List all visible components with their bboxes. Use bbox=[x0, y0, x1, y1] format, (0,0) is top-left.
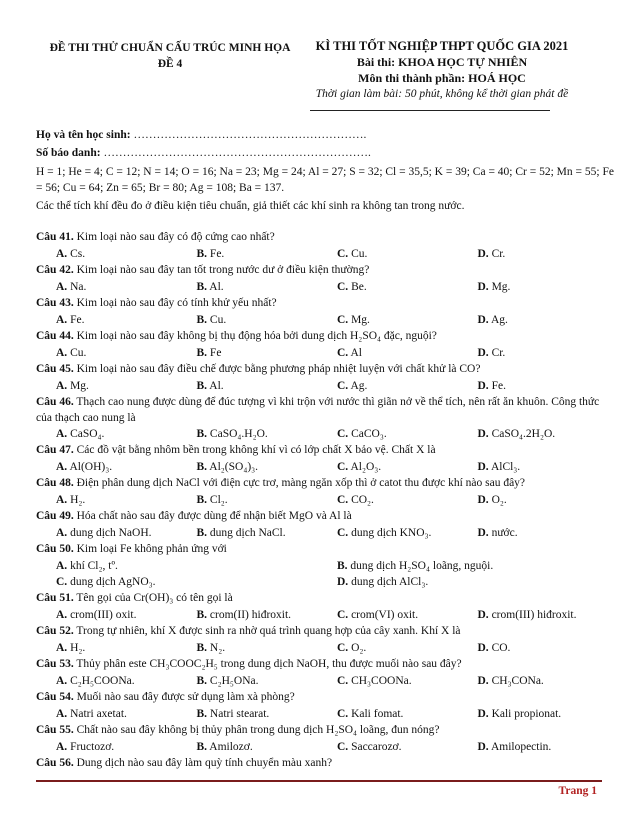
question-text: Kim loại nào sau đây có tính khử yếu nhất? bbox=[76, 297, 277, 309]
option-letter: D. bbox=[477, 281, 489, 293]
option-letter: C. bbox=[337, 527, 349, 539]
exam-series-title: ĐỀ THI THỬ CHUẨN CẤU TRÚC MINH HỌA bbox=[49, 42, 291, 54]
answer-options bbox=[36, 279, 618, 295]
answer-option[interactable] bbox=[478, 378, 619, 394]
option-letter: A. bbox=[56, 708, 68, 720]
answer-option[interactable] bbox=[56, 312, 197, 328]
answer-option[interactable] bbox=[56, 426, 197, 442]
question-text: Kim loại nào sau đây không bị thụ động hóa bởi dung dịch H₂SO₄ đặc, nguội? bbox=[76, 330, 437, 342]
question-number: Câu 49. bbox=[36, 510, 74, 522]
answer-option[interactable] bbox=[56, 345, 197, 361]
question-number: Câu 55. bbox=[36, 724, 74, 736]
option-text: C₂H₅COONa. bbox=[70, 675, 135, 687]
header-divider bbox=[310, 110, 550, 111]
answer-option[interactable] bbox=[337, 312, 478, 328]
option-letter: C. bbox=[337, 281, 349, 293]
question bbox=[36, 508, 618, 541]
answer-options bbox=[36, 558, 618, 590]
answer-option[interactable] bbox=[337, 558, 618, 574]
answer-option[interactable] bbox=[56, 492, 197, 508]
option-letter: A. bbox=[56, 741, 68, 753]
option-text: Fe bbox=[209, 347, 222, 359]
option-letter: A. bbox=[56, 380, 68, 392]
student-info bbox=[36, 126, 616, 162]
answer-option[interactable] bbox=[197, 459, 338, 475]
answer-option[interactable] bbox=[337, 492, 478, 508]
question bbox=[36, 394, 618, 442]
option-text: O₂. bbox=[351, 642, 367, 654]
exam-subject: Bài thi: KHOA HỌC TỰ NHIÊN bbox=[356, 55, 528, 69]
answer-option[interactable] bbox=[197, 279, 338, 295]
answer-option[interactable] bbox=[478, 607, 619, 623]
option-text: Al₂O₃. bbox=[350, 461, 382, 473]
option-text: dung dịch NaOH. bbox=[70, 527, 152, 539]
option-text: Fructozơ. bbox=[70, 741, 115, 753]
answer-options bbox=[36, 739, 618, 755]
option-letter: A. bbox=[56, 609, 68, 621]
option-letter: C. bbox=[337, 380, 349, 392]
answer-option[interactable] bbox=[337, 279, 478, 295]
option-letter: B. bbox=[196, 347, 208, 359]
question-stem bbox=[36, 295, 618, 312]
answer-option[interactable] bbox=[56, 459, 197, 475]
answer-options bbox=[36, 426, 618, 442]
question-text: Điện phân dung dịch NaCl với điện cực trơ, màng ngăn xốp thì ở catot thu được khí nào sau đây? bbox=[76, 477, 526, 489]
question-text: Chất nào sau đây không bị thủy phân trong dung dịch H₂SO₄ loãng, đun nóng? bbox=[76, 724, 440, 736]
answer-option[interactable] bbox=[197, 706, 338, 722]
answer-option[interactable] bbox=[56, 246, 197, 262]
answer-options bbox=[36, 640, 618, 656]
question-stem bbox=[36, 623, 618, 640]
option-letter: B. bbox=[196, 494, 208, 506]
question-text: Kim loại nào sau đây điều chế được bằng phương pháp nhiệt luyện với chất khử là CO? bbox=[76, 363, 481, 375]
question-text: Dung dịch nào sau đây làm quỳ tính chuyển màu xanh? bbox=[76, 757, 333, 769]
exam-note: Các thể tích khí đều đo ở điều kiện tiêu chuẩn, giả thiết các khí sinh ra không tan trong nước. bbox=[36, 200, 465, 212]
option-text: H₂. bbox=[70, 494, 86, 506]
option-letter: D. bbox=[477, 675, 489, 687]
answer-option[interactable] bbox=[337, 378, 478, 394]
question-number: Câu 45. bbox=[36, 363, 74, 375]
answer-options bbox=[36, 673, 618, 689]
option-letter: B. bbox=[196, 281, 208, 293]
exam-component: Môn thi thành phần: HOÁ HỌC bbox=[358, 71, 526, 85]
answer-option[interactable] bbox=[56, 574, 337, 590]
option-text: CaCO₃. bbox=[351, 428, 387, 440]
question-number: Câu 43. bbox=[36, 297, 74, 309]
answer-option[interactable] bbox=[56, 673, 197, 689]
question-stem bbox=[36, 394, 618, 426]
option-text: Ag. bbox=[490, 314, 508, 326]
option-text: dung dịch KNO₃. bbox=[351, 527, 432, 539]
option-text: Mg. bbox=[70, 380, 89, 392]
student-name-field[interactable]: ……………………………………………………. bbox=[133, 129, 367, 141]
question-text: Kim loại Fe không phản ứng với bbox=[76, 543, 227, 555]
option-letter: A. bbox=[56, 248, 68, 260]
answer-options bbox=[36, 378, 618, 394]
option-text: khí Cl₂, tº. bbox=[70, 560, 118, 572]
answer-options bbox=[36, 525, 618, 541]
answer-option[interactable] bbox=[337, 574, 618, 590]
option-letter: C. bbox=[337, 494, 349, 506]
answer-option[interactable] bbox=[337, 459, 478, 475]
exam-title: KÌ THI TỐT NGHIỆP THPT QUỐC GIA 2021 bbox=[315, 39, 569, 53]
option-letter: A. bbox=[56, 461, 68, 473]
answer-option[interactable] bbox=[56, 607, 197, 623]
option-text: crom(II) hiđroxit. bbox=[209, 609, 292, 621]
answer-option[interactable] bbox=[197, 345, 338, 361]
question bbox=[36, 361, 618, 394]
answer-option[interactable] bbox=[197, 246, 338, 262]
answer-option[interactable] bbox=[197, 378, 338, 394]
answer-option[interactable] bbox=[56, 378, 197, 394]
header-right bbox=[292, 38, 592, 102]
option-text: H₂. bbox=[70, 642, 86, 654]
option-text: O₂. bbox=[491, 494, 507, 506]
option-letter: A. bbox=[56, 527, 68, 539]
option-letter: B. bbox=[196, 314, 208, 326]
option-text: dung dịch AgNO₃. bbox=[70, 576, 156, 588]
option-letter: C. bbox=[337, 314, 349, 326]
answer-option[interactable] bbox=[478, 739, 619, 755]
option-letter: B. bbox=[196, 708, 208, 720]
option-letter: A. bbox=[56, 347, 68, 359]
question bbox=[36, 475, 618, 508]
question-number: Câu 51. bbox=[36, 592, 74, 604]
answer-option[interactable] bbox=[478, 640, 619, 656]
answer-option[interactable] bbox=[478, 673, 619, 689]
question-number: Câu 52. bbox=[36, 625, 74, 637]
option-letter: C. bbox=[337, 609, 349, 621]
answer-option[interactable] bbox=[197, 525, 338, 541]
option-text: dung dịch AlCl₃. bbox=[351, 576, 429, 588]
option-text: CO₂. bbox=[351, 494, 374, 506]
question bbox=[36, 442, 618, 475]
question-stem bbox=[36, 229, 618, 246]
option-text: Cu. bbox=[351, 248, 368, 260]
answer-option[interactable] bbox=[197, 739, 338, 755]
student-id-row bbox=[36, 144, 616, 162]
question-text: Kim loại nào sau đây tan tốt trong nước dư ở điều kiện thường? bbox=[76, 264, 370, 276]
question-stem bbox=[36, 755, 618, 772]
answer-option[interactable] bbox=[478, 525, 619, 541]
option-letter: C. bbox=[337, 347, 349, 359]
option-text: CH₃CONa. bbox=[491, 675, 544, 687]
option-letter: D. bbox=[477, 527, 489, 539]
student-name-row bbox=[36, 126, 616, 144]
answer-option[interactable] bbox=[197, 312, 338, 328]
option-text: Be. bbox=[351, 281, 367, 293]
option-text: AlCl₃. bbox=[490, 461, 521, 473]
option-text: Fe. bbox=[209, 248, 225, 260]
question-stem bbox=[36, 656, 618, 673]
option-letter: D. bbox=[337, 576, 349, 588]
exam-duration: Thời gian làm bài: 50 phút, không kể thời gian phát đề bbox=[315, 88, 569, 100]
option-text: Kali propionat. bbox=[491, 708, 562, 720]
option-text: CH₃COONa. bbox=[351, 675, 412, 687]
option-text: Cu. bbox=[209, 314, 227, 326]
option-text: Ag. bbox=[350, 380, 368, 392]
question-text: Thủy phân este CH₃COOC₂H₅ trong dung dịch NaOH, thu được muối nào sau đây? bbox=[76, 658, 462, 670]
option-text: C₂H₅ONa. bbox=[209, 675, 259, 687]
option-text: crom(III) oxit. bbox=[70, 609, 137, 621]
answer-option[interactable] bbox=[478, 492, 619, 508]
option-letter: D. bbox=[477, 609, 489, 621]
option-letter: A. bbox=[56, 675, 68, 687]
answer-option[interactable] bbox=[337, 739, 478, 755]
option-text: Cl₂. bbox=[209, 494, 228, 506]
question bbox=[36, 541, 618, 590]
option-text: Kali fomat. bbox=[351, 708, 404, 720]
question-number: Câu 46. bbox=[36, 396, 74, 408]
question bbox=[36, 689, 618, 722]
option-letter: C. bbox=[337, 741, 349, 753]
option-letter: D. bbox=[477, 380, 489, 392]
answer-option[interactable] bbox=[337, 426, 478, 442]
atomic-masses: H = 1; He = 4; C = 12; N = 14; O = 16; Na = 23; Mg = 24; Al = 27; S = 32; Cl = 35,5; K = 39; Ca = 40; Cr = 52; Mn = 55; Fe = 56; Cu = 64; Zn = 65; Br = 80; Ag = 108; Ba = 137. bbox=[36, 166, 614, 194]
answer-options bbox=[36, 459, 618, 475]
question-number: Câu 53. bbox=[36, 658, 74, 670]
question-stem bbox=[36, 361, 618, 378]
option-letter: D. bbox=[477, 642, 489, 654]
answer-option[interactable] bbox=[337, 673, 478, 689]
option-text: Al₂(SO₄)₃. bbox=[209, 461, 259, 473]
answer-options bbox=[36, 246, 618, 262]
question bbox=[36, 623, 618, 656]
question bbox=[36, 229, 618, 262]
option-letter: B. bbox=[196, 642, 208, 654]
option-text: crom(III) hiđroxit. bbox=[491, 609, 577, 621]
option-letter: A. bbox=[56, 314, 68, 326]
answer-option[interactable] bbox=[478, 426, 619, 442]
option-letter: C. bbox=[337, 461, 349, 473]
option-text: Al. bbox=[209, 281, 224, 293]
question-text: Trong tự nhiên, khí X được sinh ra nhờ quá trình quang hợp của cây xanh. Khí X là bbox=[76, 625, 461, 637]
answer-option[interactable] bbox=[56, 525, 197, 541]
footer-divider bbox=[36, 780, 602, 782]
question bbox=[36, 328, 618, 361]
student-id-field[interactable]: ……………………………………………………………. bbox=[103, 147, 371, 159]
option-text: dung dịch H₂SO₄ loãng, nguội. bbox=[350, 560, 494, 572]
question-text: Kim loại nào sau đây có độ cứng cao nhất? bbox=[76, 231, 275, 243]
answer-option[interactable] bbox=[478, 312, 619, 328]
answer-option[interactable] bbox=[197, 640, 338, 656]
answer-option[interactable] bbox=[337, 525, 478, 541]
answer-option[interactable] bbox=[478, 279, 619, 295]
question bbox=[36, 755, 618, 772]
answer-option[interactable] bbox=[478, 459, 619, 475]
question bbox=[36, 590, 618, 623]
option-text: Na. bbox=[70, 281, 87, 293]
option-text: Cs. bbox=[70, 248, 86, 260]
question-stem bbox=[36, 508, 618, 525]
question-number: Câu 48. bbox=[36, 477, 74, 489]
question-number: Câu 54. bbox=[36, 691, 74, 703]
answer-option[interactable] bbox=[337, 345, 478, 361]
question-number: Câu 56. bbox=[36, 757, 74, 769]
option-letter: A. bbox=[56, 281, 68, 293]
option-text: Amilopectin. bbox=[490, 741, 552, 753]
answer-option[interactable] bbox=[197, 607, 338, 623]
exam-number: ĐỀ 4 bbox=[157, 58, 183, 70]
answer-option[interactable] bbox=[56, 640, 197, 656]
option-letter: B. bbox=[196, 609, 208, 621]
option-letter: A. bbox=[56, 428, 68, 440]
option-letter: C. bbox=[337, 642, 349, 654]
question-number: Câu 41. bbox=[36, 231, 74, 243]
page-number: Trang 1 bbox=[558, 785, 597, 797]
answer-option[interactable] bbox=[337, 706, 478, 722]
answer-options bbox=[36, 345, 618, 361]
question-stem bbox=[36, 590, 618, 607]
option-letter: D. bbox=[477, 461, 489, 473]
option-letter: B. bbox=[196, 461, 208, 473]
option-text: crom(VI) oxit. bbox=[351, 609, 419, 621]
option-text: CaSO₄.2H₂O. bbox=[491, 428, 556, 440]
answer-option[interactable] bbox=[337, 640, 478, 656]
answer-option[interactable] bbox=[337, 246, 478, 262]
answer-option[interactable] bbox=[197, 426, 338, 442]
question-stem bbox=[36, 475, 618, 492]
question-text: Muối nào sau đây được sử dụng làm xà phòng? bbox=[76, 691, 295, 703]
question-stem bbox=[36, 442, 618, 459]
option-letter: D. bbox=[477, 347, 489, 359]
option-text: Cr. bbox=[491, 248, 506, 260]
option-text: Al(OH)₃. bbox=[69, 461, 113, 473]
answer-options bbox=[36, 312, 618, 328]
answer-option[interactable] bbox=[478, 246, 619, 262]
option-letter: C. bbox=[337, 675, 349, 687]
question-text: Các đồ vật bằng nhôm bền trong không khí vì có lớp chất X bảo vệ. Chất X là bbox=[76, 444, 436, 456]
option-letter: B. bbox=[196, 675, 208, 687]
option-text: Amilozơ. bbox=[209, 741, 253, 753]
option-letter: D. bbox=[477, 428, 489, 440]
option-letter: C. bbox=[337, 248, 349, 260]
option-letter: D. bbox=[477, 741, 489, 753]
question bbox=[36, 722, 618, 755]
option-letter: C. bbox=[337, 708, 349, 720]
option-letter: C. bbox=[56, 576, 68, 588]
question-number: Câu 47. bbox=[36, 444, 74, 456]
question bbox=[36, 262, 618, 295]
question-number: Câu 44. bbox=[36, 330, 74, 342]
option-text: CO. bbox=[491, 642, 511, 654]
option-text: Fe. bbox=[491, 380, 506, 392]
option-text: Fe. bbox=[70, 314, 85, 326]
answer-options bbox=[36, 492, 618, 508]
option-text: Natri axetat. bbox=[70, 708, 127, 720]
option-text: Saccarozơ. bbox=[351, 741, 402, 753]
question-text: Thạch cao nung được dùng để đúc tượng vì khi trộn với nước thì giãn nở về thể tích, nên rất ăn khuôn. Công thức của thạch cao nung là bbox=[36, 396, 600, 424]
option-letter: D. bbox=[477, 314, 489, 326]
option-text: Al. bbox=[209, 380, 224, 392]
option-text: CaSO₄.H₂O. bbox=[209, 428, 268, 440]
option-text: CaSO₄. bbox=[70, 428, 105, 440]
option-letter: D. bbox=[477, 248, 489, 260]
student-id-label: Số báo danh: bbox=[36, 147, 101, 159]
answer-option[interactable] bbox=[478, 706, 619, 722]
question-stem bbox=[36, 722, 618, 739]
option-letter: C. bbox=[337, 428, 349, 440]
question-stem bbox=[36, 328, 618, 345]
option-text: Mg. bbox=[491, 281, 511, 293]
answer-option[interactable] bbox=[197, 492, 338, 508]
option-text: Cu. bbox=[70, 347, 87, 359]
option-letter: A. bbox=[56, 560, 68, 572]
question-text: Tên gọi của Cr(OH)₃ có tên gọi là bbox=[76, 592, 233, 604]
option-letter: A. bbox=[56, 494, 68, 506]
answer-options bbox=[36, 607, 618, 623]
question bbox=[36, 656, 618, 689]
question-stem bbox=[36, 689, 618, 706]
answer-option[interactable] bbox=[56, 279, 197, 295]
student-name-label: Họ và tên học sinh: bbox=[36, 129, 131, 141]
option-letter: A. bbox=[56, 642, 68, 654]
option-letter: B. bbox=[196, 380, 208, 392]
question-text: Hóa chất nào sau đây được dùng để nhận biết MgO và Al là bbox=[76, 510, 352, 522]
answer-option[interactable] bbox=[197, 673, 338, 689]
question-number: Câu 50. bbox=[36, 543, 74, 555]
question-number: Câu 42. bbox=[36, 264, 74, 276]
option-text: dung dịch NaCl. bbox=[209, 527, 286, 539]
option-letter: B. bbox=[196, 248, 208, 260]
option-text: N₂. bbox=[209, 642, 226, 654]
question-stem bbox=[36, 262, 618, 279]
option-letter: D. bbox=[477, 708, 489, 720]
option-text: nước. bbox=[491, 527, 518, 539]
question-stem bbox=[36, 541, 618, 558]
answer-option[interactable] bbox=[337, 607, 478, 623]
option-letter: D. bbox=[477, 494, 489, 506]
option-letter: B. bbox=[337, 560, 348, 572]
option-letter: B. bbox=[196, 741, 208, 753]
header-left bbox=[40, 40, 300, 72]
answer-option[interactable] bbox=[478, 345, 619, 361]
option-letter: B. bbox=[196, 527, 208, 539]
question-list bbox=[36, 229, 618, 772]
option-text: Natri stearat. bbox=[209, 708, 270, 720]
option-text: Cr. bbox=[491, 347, 506, 359]
option-text: Al bbox=[350, 347, 362, 359]
option-text: Mg. bbox=[351, 314, 370, 326]
answer-option[interactable] bbox=[56, 739, 197, 755]
option-letter: B. bbox=[196, 428, 208, 440]
answer-option[interactable] bbox=[56, 706, 197, 722]
answer-options bbox=[36, 706, 618, 722]
answer-option[interactable] bbox=[56, 558, 337, 574]
question bbox=[36, 295, 618, 328]
